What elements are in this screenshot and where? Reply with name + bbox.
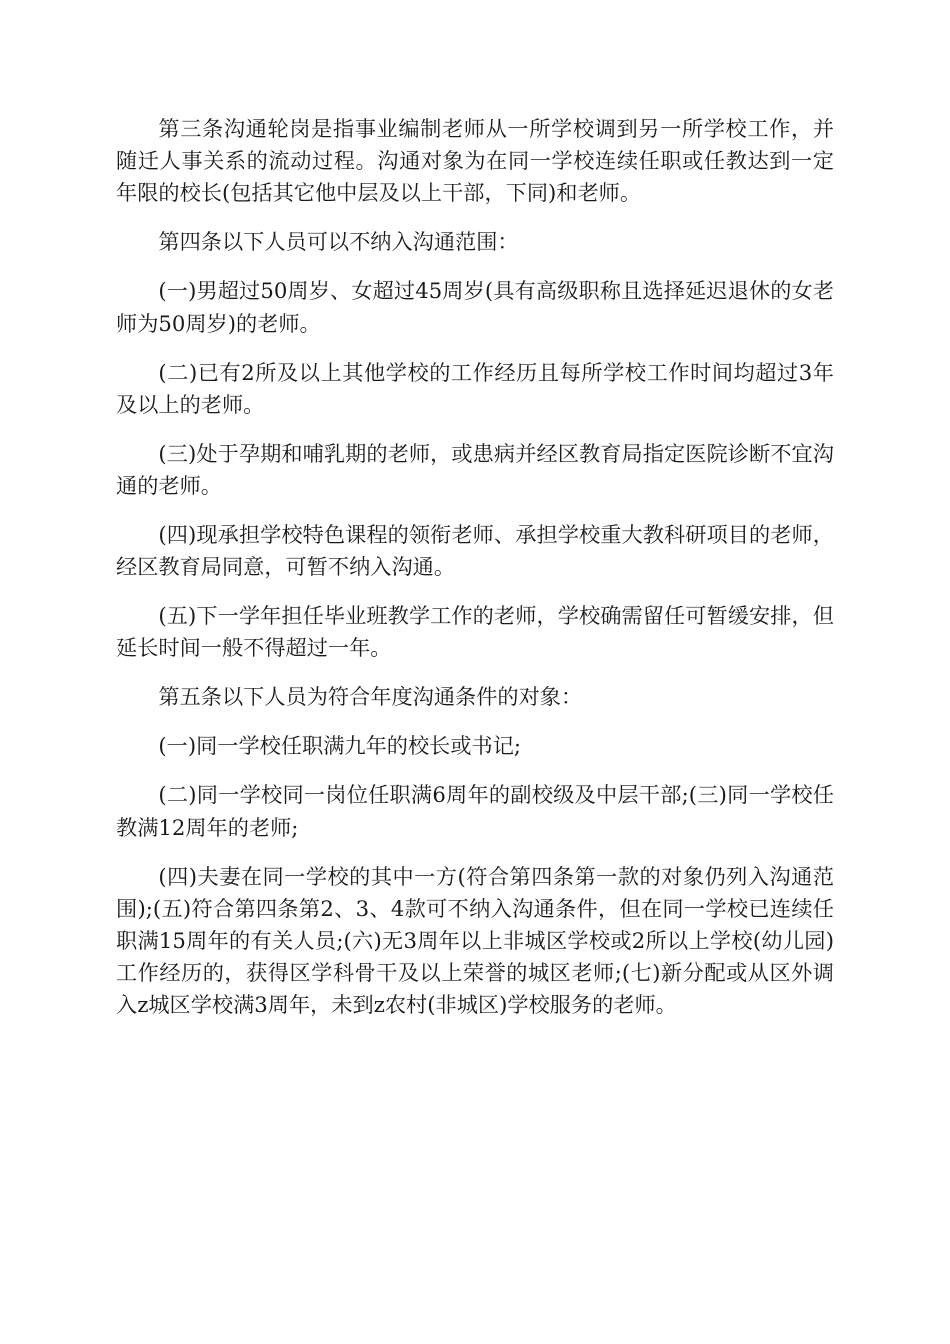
- paragraph-article-4-item-1: (一)男超过50周岁、女超过45周岁(具有高级职称且选择延迟退休的女老师为50周岁)的老师。: [116, 278, 834, 336]
- paragraph-article-4-item-2: (二)已有2所及以上其他学校的工作经历且每所学校工作时间均超过3年及以上的老师。: [116, 359, 834, 417]
- paragraph-article-5-item-1: (一)同一学校任职满九年的校长或书记;: [158, 733, 522, 759]
- paragraph-article-5-heading: 第五条以下人员为符合年度沟通条件的对象：: [158, 684, 583, 710]
- paragraph-article-5-item-2-3: (二)同一学校同一岗位任职满6周年的副校级及中层干部;(三)同一学校任教满12周年的老师;: [116, 782, 834, 840]
- paragraph-article-3: 第三条沟通轮岗是指事业编制老师从一所学校调到另一所学校工作，并随迁人事关系的流动过程。沟通对象为在同一学校连续任职或任教达到一定年限的校长(包括其它他中层及以上干部，下同)和老师。: [116, 116, 834, 206]
- paragraph-article-4-heading: 第四条以下人员可以不纳入沟通范围：: [158, 229, 519, 255]
- paragraph-article-4-item-5: (五)下一学年担任毕业班教学工作的老师，学校确需留任可暂缓安排，但延长时间一般不得超过一年。: [116, 603, 834, 661]
- paragraph-article-5-item-4-7: (四)夫妻在同一学校的其中一方(符合第四条第一款的对象仍列入沟通范围);(五)符合第四条第2、3、4款可不纳入沟通条件，但在同一学校已连续任职满15周年的有关人员;(六)无3周年以上非城区学校或2所以上学校(幼儿园)工作经历的，获得区学科骨干及以上荣誉的城区老师;(七)新分配或从区外调入z城区学校满3周年，未到z农村(非城区)学校服务的老师。: [116, 863, 834, 1018]
- paragraph-article-4-item-4: (四)现承担学校特色课程的领衔老师、承担学校重大教科研项目的老师，经区教育局同意，可暂不纳入沟通。: [116, 522, 834, 580]
- document-body: [116, 113, 834, 1022]
- paragraph-article-4-item-3: (三)处于孕期和哺乳期的老师，或患病并经区教育局指定医院诊断不宜沟通的老师。: [116, 440, 834, 499]
